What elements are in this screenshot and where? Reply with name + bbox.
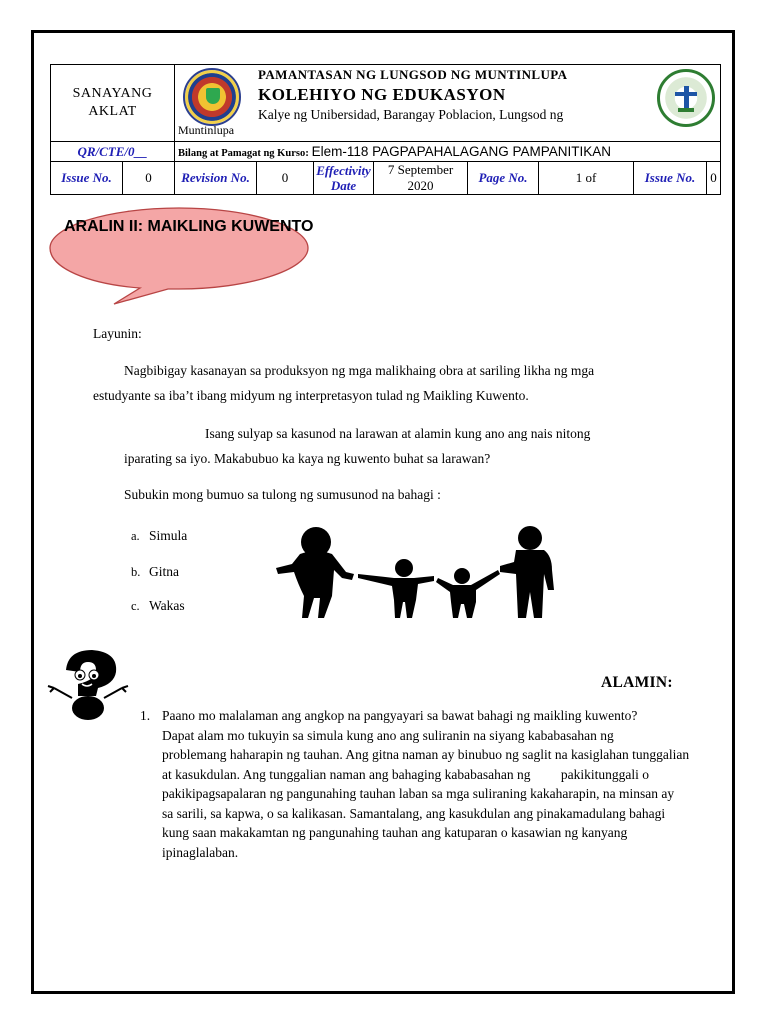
try-instruction: Subukin mong bumuo sa tulong ng sumusunod na bahagi :: [124, 487, 441, 502]
document-type-line2: AKLAT: [88, 104, 137, 119]
qr-code-cell: [51, 142, 175, 162]
part-label: Wakas: [149, 598, 185, 613]
family-silhouette-icon: [272, 526, 602, 620]
objective-line1: Nagbibigay kasanayan sa produksyon ng mga malikhaing obra at sariling likha ng mga: [124, 363, 595, 378]
alamin-heading: ALAMIN:: [601, 674, 673, 691]
revision-no-label: Revision No.: [175, 162, 257, 195]
effectivity-date-value: [374, 162, 468, 195]
story-parts-list: [131, 528, 187, 614]
question-mark-character-icon: [44, 648, 130, 724]
list-marker: c.: [131, 599, 140, 613]
instruction-line2: iparating sa iyo. Makabubuo ka kaya ng kuwento buhat sa larawan?: [124, 451, 491, 466]
instruction-line1: Isang sulyap sa kasunod na larawan at alamin kung ano ang nais nitong: [205, 426, 591, 441]
issue-no-value-2: 0: [707, 162, 721, 195]
alamin-text-line: kung saan makakamtan ng pangunahing tauhan ang katuparan o kasawian ng kanyang: [162, 825, 628, 840]
list-marker: b.: [131, 565, 141, 579]
page-no-value: 1 of: [539, 162, 634, 195]
college-name: KOLEHIYO NG EDUKASYON: [258, 85, 506, 104]
effectivity-label-line1: Effectivity: [316, 163, 371, 178]
effectivity-label-line2: Date: [330, 178, 357, 193]
list-item: [131, 564, 187, 598]
issue-no-label: Issue No.: [51, 162, 123, 195]
course-value: Elem-118 PAGPAPAHALAGANG PAMPANITIKAN: [311, 143, 611, 159]
revision-no-value: 0: [257, 162, 314, 195]
list-item: [131, 528, 187, 564]
issue-no-label-2: Issue No.: [634, 162, 707, 195]
list-marker: a.: [131, 529, 140, 543]
part-label: Simula: [149, 528, 188, 543]
layunin-label: Layunin:: [93, 326, 142, 341]
alamin-text-line: Dapat alam mo tukuyin sa simula kung ano ang suliranin na siyang kababasahan ng: [162, 727, 614, 743]
part-label: Gitna: [149, 564, 179, 579]
document-header-table: [50, 64, 721, 195]
issue-no-value: 0: [123, 162, 175, 195]
list-item: [140, 706, 736, 862]
objective-line2: estudyante sa iba’t ibang midyum ng interpretasyon tulad ng Maikling Kuwento.: [93, 388, 529, 403]
effectivity-value-line1: 7 September: [387, 162, 454, 177]
university-seal-icon: [183, 68, 241, 126]
alamin-text-line: ipinaglalaban.: [162, 844, 239, 860]
course-label: Bilang at Pamagat ng Kurso: [178, 147, 306, 159]
university-name: PAMANTASAN NG LUNGSOD NG MUNTINLUPA: [258, 67, 568, 82]
document-type-line1: SANAYANG: [72, 86, 153, 101]
address-line2: Muntinlupa: [178, 123, 235, 137]
effectivity-date-label: [314, 162, 374, 195]
alamin-list: [140, 706, 736, 862]
alamin-text-line: sa sarili, sa kapwa, o sa kalikasan. Samantalang, ang kasukdulan ang pinakamadulang bahagi: [162, 805, 666, 821]
alamin-text-line: at kasukdulan. Ang tunggalian naman ang bahaging kababasahan ng pakikitunggali o: [162, 766, 650, 782]
alamin-text-line: pakikipagsapalaran ng pangunahing tauhan laban sa mga suliraning kakaharapin, na minsan ay: [162, 786, 675, 801]
document-type-cell: [51, 65, 175, 142]
page-no-label: Page No.: [468, 162, 539, 195]
course-cell: Bilang at Pamagat ng Kurso: Elem-118 PAGPAPAHALAGANG PAMPANITIKAN: [175, 142, 721, 162]
qr-code: QR/CTE/0__: [77, 143, 148, 159]
alamin-text-line: problemang haharapin ng tauhan. Ang gitna naman ay binubuo ng saglit na kasiglahan tunggalian: [162, 747, 690, 762]
list-marker: 1.: [140, 708, 151, 723]
lesson-title: ARALIN II: MAIKLING KUWENTO: [64, 218, 314, 235]
effectivity-value-line2: 2020: [407, 178, 434, 193]
college-of-teacher-education-seal-icon: [657, 69, 715, 127]
list-item: [131, 598, 187, 614]
institution-cell: [175, 65, 721, 142]
alamin-text-line: Paano mo malalaman ang angkop na pangyayari sa bawat bahagi ng maikling kuwento?: [162, 708, 638, 723]
address-line1: Kalye ng Unibersidad, Barangay Poblacion, Lungsod ng: [258, 107, 564, 122]
